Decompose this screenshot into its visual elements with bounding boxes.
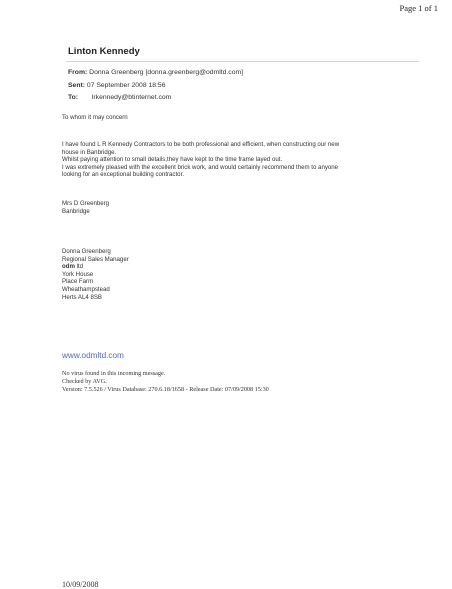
page-number: Page 1 of 1 — [399, 3, 438, 13]
website-link[interactable]: www.odmltd.com — [62, 351, 124, 360]
email-from-row — [68, 69, 243, 76]
signoff-place: Banbridge — [62, 207, 90, 215]
signature-role: Regional Sales Manager — [62, 255, 129, 263]
to-label: To: — [68, 94, 79, 101]
email-to-row — [68, 94, 171, 101]
from-value: Donna Greenberg [donna.greenberg@odmltd.com] — [89, 69, 244, 76]
email-signature — [62, 248, 432, 301]
title-divider — [66, 61, 419, 62]
to-value[interactable]: lrkennedy@btinternet.com — [91, 94, 172, 101]
virus-line: Version: 7.5.526 / Virus Database: 270.6.18/1658 - Release Date: 07/09/2008 15:30 — [62, 386, 269, 393]
signature-name: Donna Greenberg — [62, 248, 111, 255]
company-name: odm — [62, 263, 75, 271]
sent-label: Sent: — [68, 82, 85, 89]
body-line: I was extremely pleased with the excellent brick work, and would certainly recommend them to anyone — [62, 163, 339, 171]
sent-value: 07 September 2008 18:56 — [86, 82, 166, 89]
email-sent-row — [68, 82, 166, 89]
message-body — [62, 141, 432, 179]
body-line: looking for an exceptional building contractor. — [62, 171, 184, 179]
greeting: To whom it may concern — [62, 114, 128, 121]
address-line: Place Farm — [62, 278, 94, 286]
address-line: Wheathampstead — [62, 285, 110, 293]
virus-line: Checked by AVG. — [62, 378, 107, 385]
virus-line: No virus found in this incoming message. — [62, 370, 166, 377]
signature-company — [62, 263, 432, 271]
address-line: York House — [62, 270, 94, 278]
body-line: Whilst paying attention to small details,they have kept to the time frame layed out. — [62, 156, 283, 164]
signoff-name: Mrs D Greenberg — [62, 200, 110, 207]
company-suffix: ltd — [74, 263, 84, 271]
from-label: From: — [68, 69, 88, 76]
signoff — [62, 200, 432, 215]
virus-scan-note — [62, 370, 432, 394]
body-line: I have found L R Kennedy Contractors to be both professional and efficient, when constructing our new — [62, 141, 340, 148]
address-line: Herts AL4 8SB — [62, 293, 102, 301]
footer-date: 10/09/2008 — [62, 580, 99, 589]
body-line: house in Banbridge. — [62, 148, 117, 156]
page-title: Linton Kennedy — [68, 46, 140, 57]
